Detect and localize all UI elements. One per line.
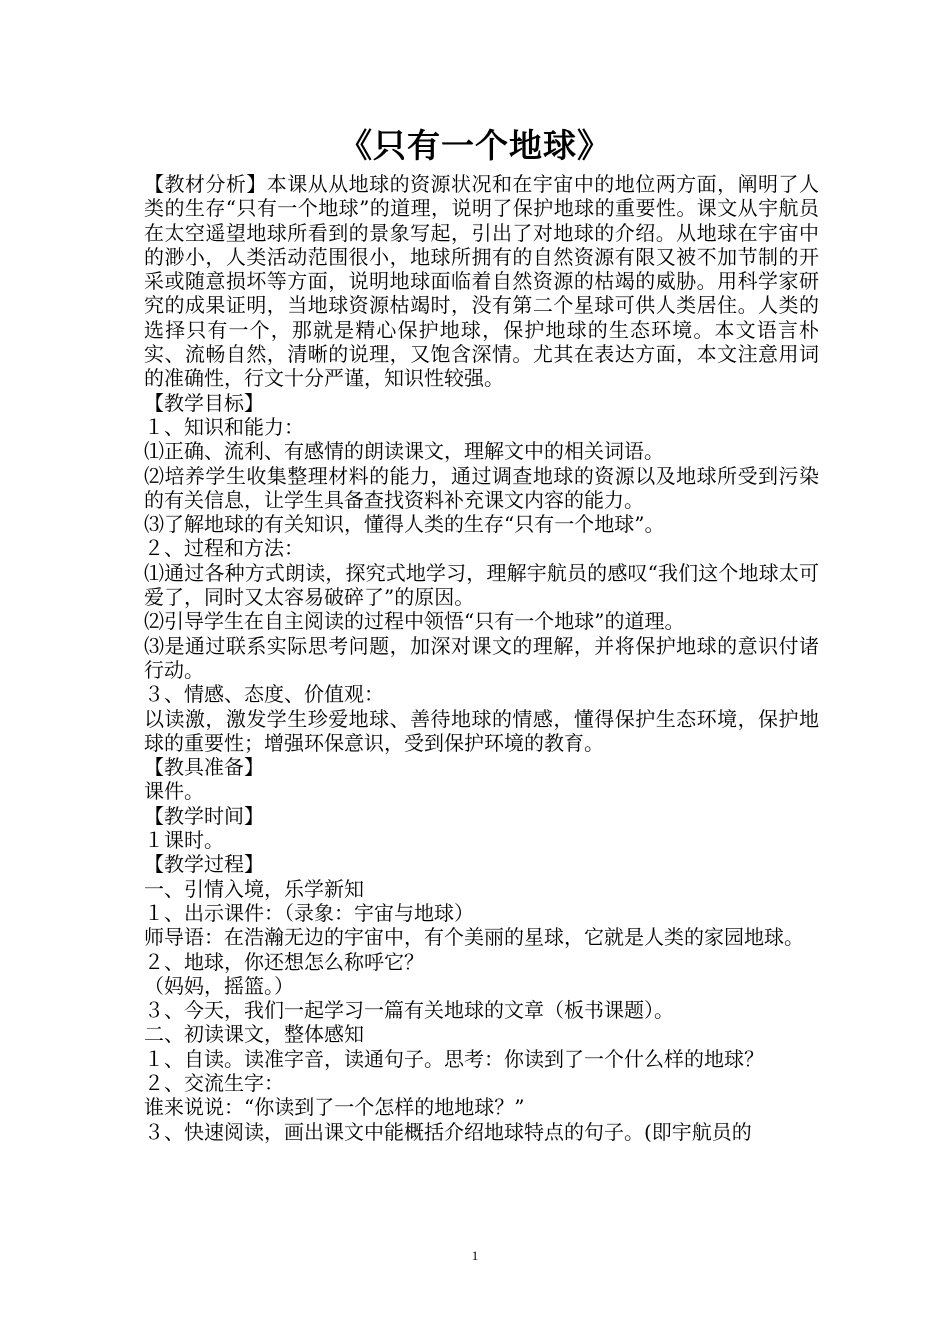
list-item: ⑵培养学生收集整理材料的能力，通过调查地球的资源以及地球所受到污染的有关信息，让学生具备查找资料补充课文内容的能力。 — [144, 463, 819, 512]
document-body — [144, 172, 819, 1144]
list-item: ３、快速阅读，画出课文中能概括介绍地球特点的句子。(即宇航员的 — [144, 1119, 752, 1144]
list-item: 师导语：在浩瀚无边的宇宙中，有个美丽的星球，它就是人类的家园地球。 — [144, 925, 804, 950]
paragraph-textbook-analysis: 【教材分析】本课从从地球的资源状况和在宇宙中的地位两方面，阐明了人类的生存“只有一个地球”的道理，说明了保护地球的重要性。课文从宇航员在太空遥望地球所看到的景象写起，引出了对地球的介绍。从地球在宇宙中的渺小，人类活动范围很小，地球所拥有的自然资源有限又被不加节制的开采或随意损坏等方面，说明地球面临着自然资源的枯竭的威胁。用科学家研究的成果证明，当地球资源枯竭时，没有第二个星球可供人类居住。人类的选择只有一个，那就是精心保护地球，保护地球的生态环境。本文语言朴实、流畅自然，清晰的说理，又饱含深情。尤其在表达方面，本文注意用词的准确性，行文十分严谨，知识性较强。 — [144, 172, 819, 391]
list-item: ２、交流生字： — [144, 1070, 284, 1095]
list-item: 二、初读课文，整体感知 — [144, 1022, 364, 1047]
list-item: ２、过程和方法： — [144, 536, 304, 561]
list-item: ⑵引导学生在自主阅读的过程中领悟“只有一个地球”的道理。 — [144, 609, 685, 634]
heading-teaching-process: 【教学过程】 — [144, 852, 264, 877]
list-item: １课时。 — [144, 828, 224, 853]
list-item: 课件。 — [144, 779, 204, 804]
list-item: ２、地球，你还想怎么称呼它？ — [144, 949, 424, 974]
heading-teaching-aids: 【教具准备】 — [144, 755, 264, 780]
heading-teaching-goals: 【教学目标】 — [144, 390, 264, 415]
list-item: ３、情感、态度、价值观： — [144, 682, 384, 707]
list-item: 以读激，激发学生珍爱地球、善待地球的情感，懂得保护生态环境，保护地球的重要性；增强环保意识，受到保护环境的教育。 — [144, 706, 819, 755]
page-number: 1 — [471, 1248, 479, 1263]
list-item: １、自读。读准字音，读通句子。思考：你读到了一个什么样的地球？ — [144, 1046, 764, 1071]
list-item: ⑶了解地球的有关知识，懂得人类的生存“只有一个地球”。 — [144, 512, 665, 537]
list-item: （妈妈，摇篮。） — [144, 973, 294, 998]
list-item: １、出示课件：（录象：宇宙与地球） — [144, 900, 474, 925]
list-item: 谁来说说：“你读到了一个怎样的地地球？” — [144, 1095, 525, 1120]
heading-teaching-time: 【教学时间】 — [144, 803, 264, 828]
list-item: ３、今天，我们一起学习一篇有关地球的文章（板书课题）。 — [144, 998, 674, 1023]
list-item: ⑶是通过联系实际思考问题，加深对课文的理解，并将保护地球的意识付诸行动。 — [144, 633, 819, 682]
list-item: １、知识和能力： — [144, 414, 304, 439]
list-item: 一、引情入境，乐学新知 — [144, 876, 364, 901]
document-title: 《只有一个地球》 — [339, 126, 611, 165]
list-item: ⑴正确、流利、有感情的朗读课文，理解文中的相关词语。 — [144, 439, 664, 464]
list-item: ⑴通过各种方式朗读，探究式地学习，理解宇航员的感叹“我们这个地球太可爱了，同时又太容易破碎了”的原因。 — [144, 560, 819, 610]
